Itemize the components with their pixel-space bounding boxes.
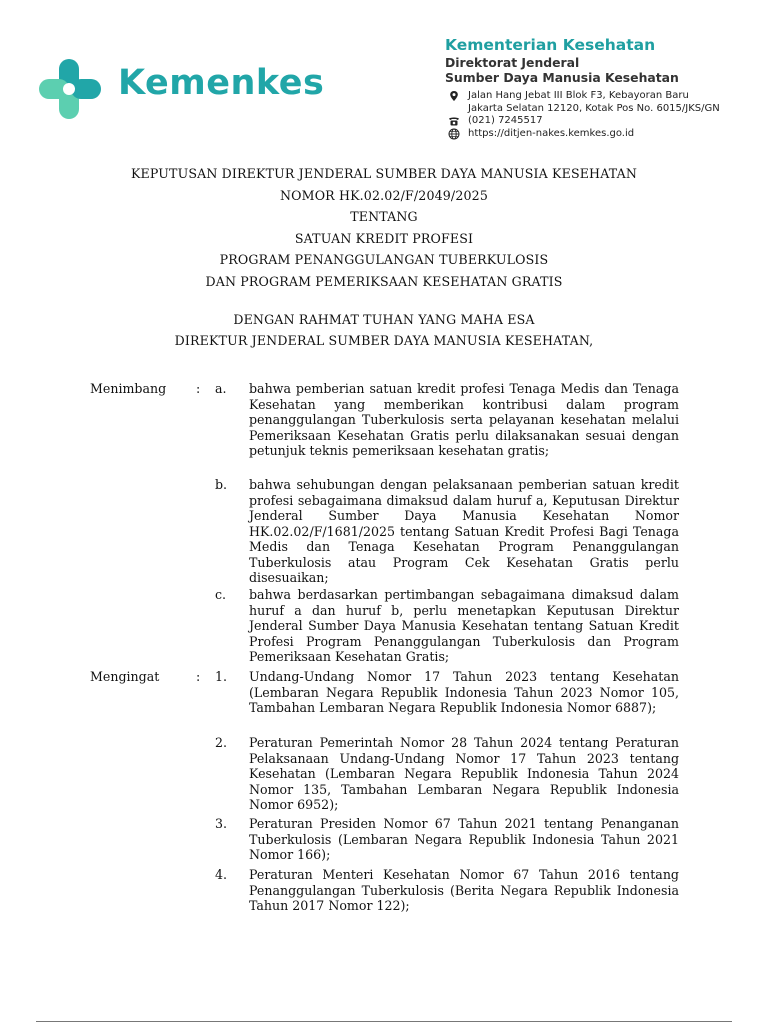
directorate-name [445,55,679,85]
telephone-icon [448,115,460,127]
location-pin-icon [448,90,460,102]
mengingat-label: Mengingat [90,669,160,684]
decree-about: TENTANG [350,209,418,225]
item-text: bahwa sehubungan dengan pelaksanaan pemberian satuan kredit profesi sebagaimana dimaksud dalam huruf a, Keputusan Direktur Jenderal Sumber Daya Manusia Kesehatan Nomor HK.02.02/F/1681/2025 tentang Satuan Kredit Profesi Bagi Tenaga Medis dan Tenaga Kesehatan Program Penanggulangan Tuberkulosis atau Program Cek Kesehatan Gratis perlu disesuaikan; [249,477,679,585]
item-marker: 4. [215,867,228,882]
item-marker: a. [215,381,227,396]
directorate-line-1: Direktorat Jenderal [445,55,580,70]
invocation-line: DENGAN RAHMAT TUHAN YANG MAHA ESA [233,311,535,327]
phone-row [446,115,720,128]
kemenkes-cross-icon [38,58,102,120]
item-marker: b. [215,477,228,492]
logo-wordmark: Kemenkes [118,63,325,103]
issuer-line: DIREKTUR JENDERAL SUMBER DAYA MANUSIA KESEHATAN, [174,333,594,349]
item-text: bahwa berdasarkan pertimbangan sebagaimana dimaksud dalam huruf a dan huruf b, perlu menetapkan Keputusan Direktur Jenderal Sumber Daya Manusia Kesehatan tentang Satuan Kredit Profesi Program Penanggulangan Tuberkulosis dan Program Pemeriksaan Kesehatan Gratis; [249,587,679,664]
website-row [446,128,720,141]
menimbang-colon: : [196,381,201,396]
address-line-2: Jakarta Selatan 12120, Kotak Pos No. 6015/JKS/GN [468,102,720,114]
mengingat-colon: : [196,669,201,684]
decree-subject-2: PROGRAM PENANGGULANGAN TUBERKULOSIS [219,252,549,268]
decree-number: NOMOR HK.02.02/F/2049/2025 [280,187,488,203]
decree-heading [60,163,708,352]
address-line-1: Jalan Hang Jebat III Blok F3, Kebayoran Baru [468,90,689,101]
item-marker: 2. [215,735,228,750]
globe-icon [448,128,460,140]
kemenkes-logo [38,58,338,120]
ministry-name: Kementerian Kesehatan [445,36,656,54]
item-marker: c. [215,587,227,602]
item-text: Peraturan Pemerintah Nomor 28 Tahun 2024 tentang Peraturan Pelaksanaan Undang-Undang Nomor 17 Tahun 2023 tentang Kesehatan (Lembaran Negara Republik Indonesia Tahun 2024 Nomor 135, Tambahan Lembaran Negara Republik Indonesia Nomor 6952); [249,735,679,812]
item-text: Peraturan Menteri Kesehatan Nomor 67 Tahun 2016 tentang Penanggulangan Tuberkulosis (Berita Negara Republik Indonesia Tahun 2017 Nomor 122); [249,867,679,913]
item-marker: 3. [215,816,228,831]
decree-subject-1: SATUAN KREDIT PROFESI [294,230,474,246]
item-text: Undang-Undang Nomor 17 Tahun 2023 tentang Kesehatan (Lembaran Negara Republik Indonesia Tahun 2023 Nomor 105, Tambahan Lembaran Negara Republik Indonesia Nomor 6887); [249,669,679,715]
address-row [446,90,720,115]
menimbang-label: Menimbang [90,381,167,396]
directorate-line-2: Sumber Daya Manusia Kesehatan [445,70,679,85]
item-marker: 1. [215,669,228,684]
website-url[interactable]: https://ditjen-nakes.kemkes.go.id [468,127,635,139]
decree-subject-3: DAN PROGRAM PEMERIKSAAN KESEHATAN GRATIS [205,273,563,289]
contact-block [446,90,720,140]
decree-title: KEPUTUSAN DIREKTUR JENDERAL SUMBER DAYA MANUSIA KESEHATAN [130,166,638,181]
item-text: bahwa pemberian satuan kredit profesi Tenaga Medis dan Tenaga Kesehatan yang memberikan kontribusi dalam program penanggulangan Tuberkulosis serta pelayanan kesehatan melalui Pemeriksaan Kesehatan Gratis perlu dilaksanakan sesuai dengan petunjuk teknis pemeriksaan kesehatan gratis; [249,381,679,458]
footer-divider [36,1021,732,1022]
phone-number: (021) 7245517 [468,115,543,127]
item-text: Peraturan Presiden Nomor 67 Tahun 2021 tentang Penanganan Tuberkulosis (Lembaran Negara Republik Indonesia Tahun 2021 Nomor 166); [249,816,679,862]
